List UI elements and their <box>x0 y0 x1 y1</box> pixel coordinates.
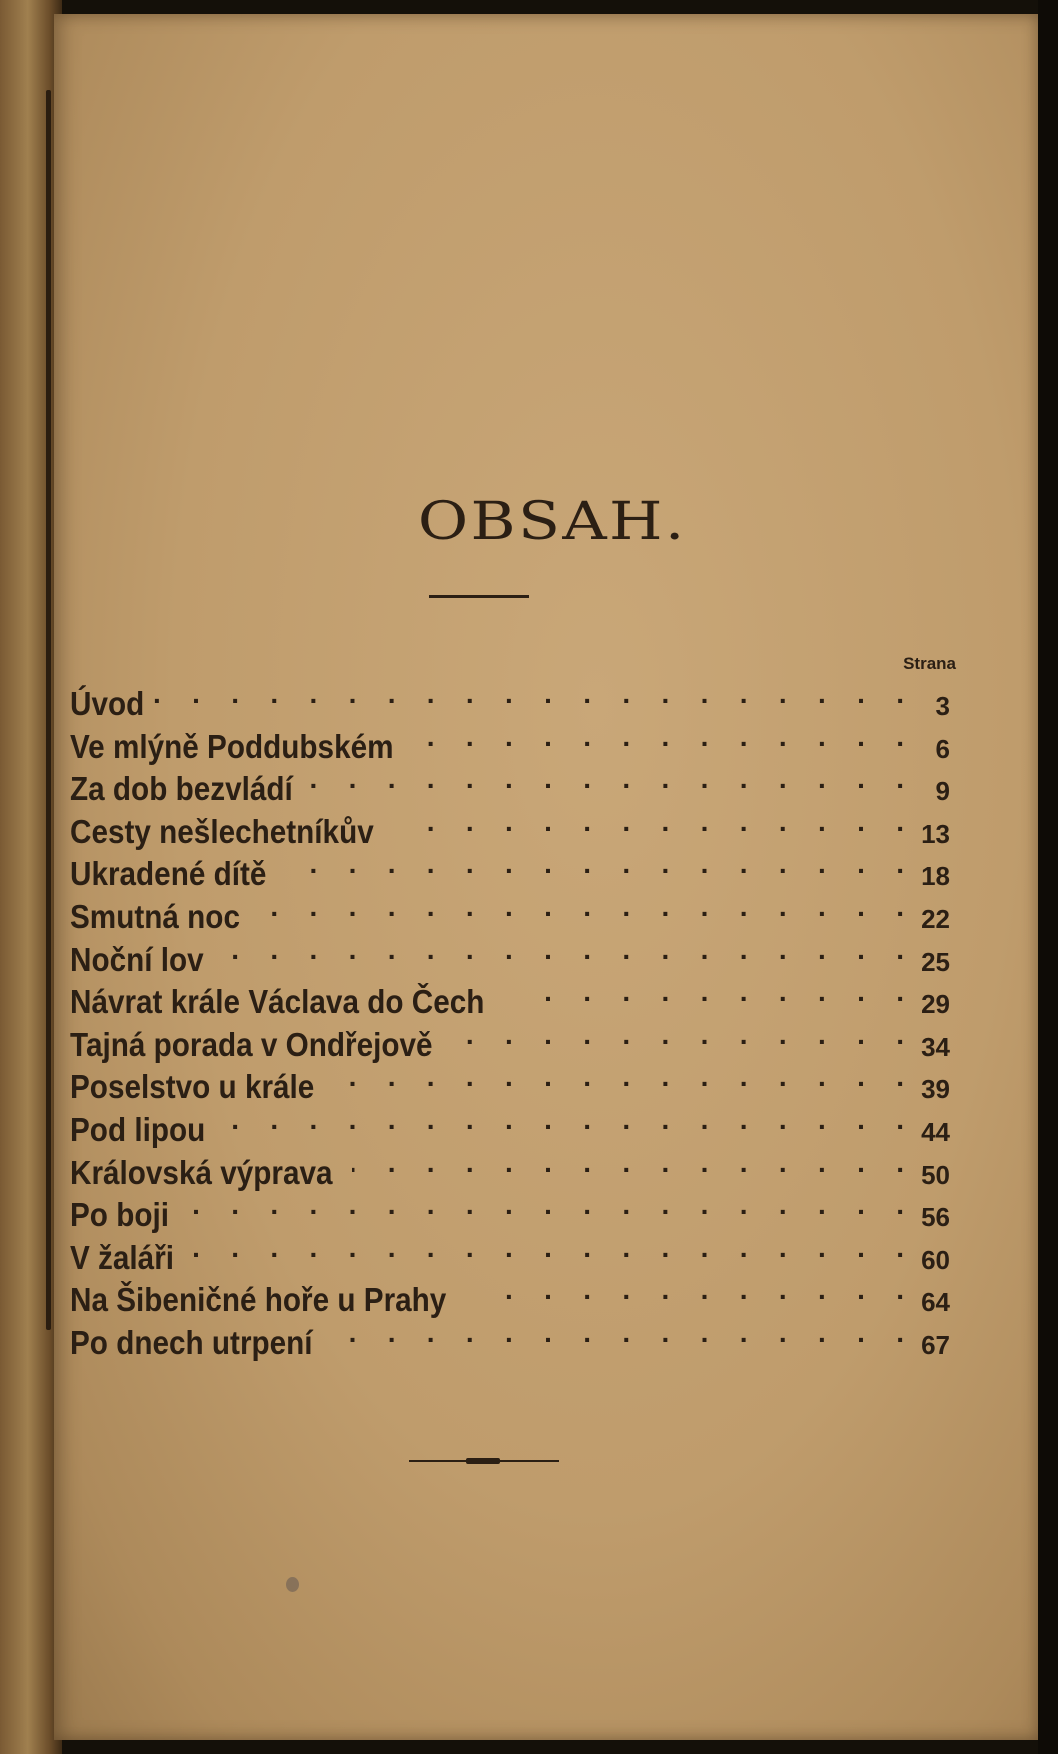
toc-entry-title: Ve mlýně Poddubském <box>70 727 394 765</box>
toc-entry[interactable] <box>70 1278 950 1321</box>
dot-leader <box>278 852 906 885</box>
dot-leader <box>478 1278 906 1311</box>
toc-entry-page: 18 <box>921 861 950 892</box>
book-page <box>54 14 1040 1740</box>
toc-entry-page: 34 <box>921 1031 950 1062</box>
toc-entry-title: Královská výprava <box>70 1153 333 1191</box>
dot-leader <box>463 1023 906 1056</box>
toc-entry-page: 29 <box>921 989 950 1020</box>
dot-leader <box>249 895 906 928</box>
toc-entry-page: 50 <box>921 1159 950 1190</box>
toc-entry-title: Návrat krále Václava do Čech <box>70 983 485 1021</box>
binding-edge <box>46 90 51 1330</box>
toc-entry[interactable] <box>70 1193 950 1236</box>
toc-entry-title: Tajná porada v Ondřejově <box>70 1025 433 1063</box>
book-gutter <box>0 0 62 1754</box>
toc-entry-title: V žaláři <box>70 1238 175 1276</box>
toc-entry[interactable] <box>70 1236 950 1279</box>
page-right-edge <box>1038 0 1058 1754</box>
toc-entry-title: Za dob bezvládí <box>70 770 293 808</box>
table-of-contents <box>70 682 950 1364</box>
dot-leader <box>331 1065 906 1098</box>
toc-entry-title: Úvod <box>70 685 145 722</box>
dot-leader <box>520 980 906 1013</box>
toc-entry[interactable] <box>70 895 950 938</box>
dot-leader <box>170 1193 906 1226</box>
page-column-heading: Strana <box>903 654 956 673</box>
toc-entry-title: Pod lipou <box>70 1110 206 1148</box>
toc-entry-page: 67 <box>921 1329 950 1360</box>
toc-entry[interactable] <box>70 1023 950 1066</box>
toc-entry-page: 22 <box>921 903 950 934</box>
toc-entry[interactable] <box>70 852 950 895</box>
dot-leader <box>308 767 906 800</box>
toc-entry[interactable] <box>70 1321 950 1364</box>
toc-entry-page: 44 <box>921 1116 950 1147</box>
toc-entry[interactable] <box>70 725 950 768</box>
toc-entry-page: 25 <box>921 946 950 977</box>
dot-leader <box>419 725 906 758</box>
toc-entry[interactable] <box>70 980 950 1023</box>
page-title: OBSAH. <box>417 492 687 552</box>
toc-entry[interactable] <box>70 1108 950 1151</box>
toc-entry-title: Po boji <box>70 1196 169 1234</box>
toc-entry[interactable] <box>70 810 950 853</box>
dot-leader <box>209 938 906 971</box>
toc-entry-title: Na Šibeničné hoře u Prahy <box>70 1281 447 1319</box>
toc-entry-page: 13 <box>921 818 950 849</box>
toc-entry-title: Poselstvo u krále <box>70 1068 315 1106</box>
toc-entry-page: 39 <box>921 1074 950 1105</box>
dot-leader <box>397 810 906 843</box>
toc-entry-page: 56 <box>921 1202 950 1233</box>
toc-entry[interactable] <box>70 938 950 981</box>
toc-entry-page: 60 <box>921 1244 950 1275</box>
dot-leader <box>176 1236 906 1269</box>
dot-leader <box>210 1108 906 1141</box>
toc-entry[interactable] <box>70 1065 950 1108</box>
title-rule <box>429 595 529 598</box>
toc-entry[interactable] <box>70 1151 950 1194</box>
toc-entry-page: 9 <box>935 776 950 807</box>
dot-leader <box>330 1321 906 1354</box>
toc-entry-page: 6 <box>935 733 950 764</box>
toc-entry-page: 64 <box>921 1287 950 1318</box>
toc-entry-title: Ukradené dítě <box>70 855 267 893</box>
toc-entry-title: Smutná noc <box>70 897 240 935</box>
dot-leader <box>143 682 907 715</box>
toc-entry-title: Po dnech utrpení <box>70 1323 313 1361</box>
toc-entry[interactable] <box>70 767 950 810</box>
ornament-center <box>466 1458 500 1464</box>
toc-entry-title: Cesty nešlechetníkův <box>70 812 374 850</box>
toc-entry-page: 3 <box>935 691 950 721</box>
toc-entry[interactable] <box>70 682 950 725</box>
toc-entry-title: Noční lov <box>70 940 204 978</box>
end-ornament <box>409 1455 559 1467</box>
paper-speck <box>286 1577 299 1592</box>
dot-leader <box>352 1151 906 1184</box>
